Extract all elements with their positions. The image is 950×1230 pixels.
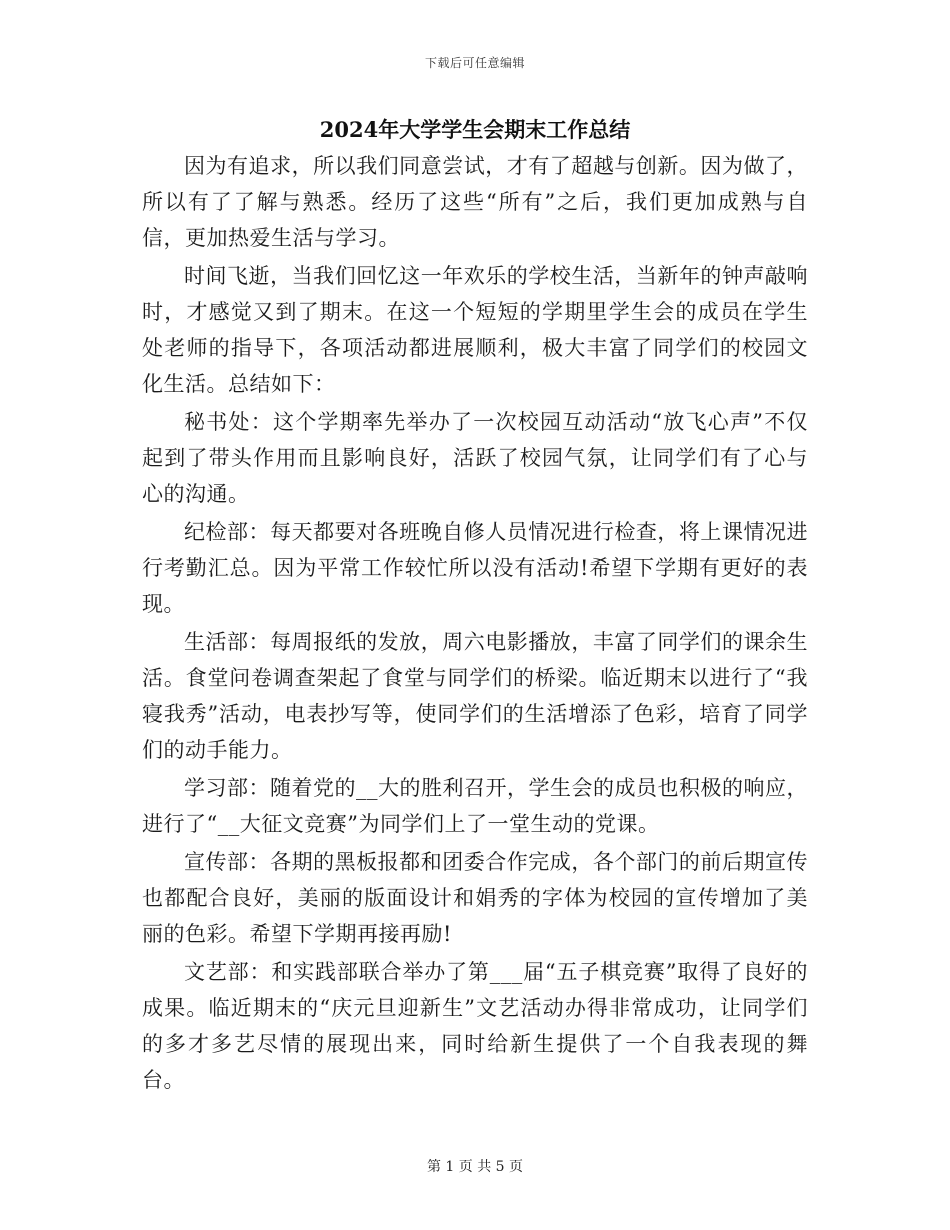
paragraph-publicity: 宣传部：各期的黑板报都和团委合作完成，各个部门的前后期宣传也都配合良好，美丽的版面设计和娟秀的字体为校园的宣传增加了美丽的色彩。希望下学期再接再励! [142, 850, 808, 946]
paragraph-intro: 因为有追求，所以我们同意尝试，才有了超越与创新。因为做了，所以有了了解与熟悉。经历了这些“所有”之后，我们更加成熟与自信，更加热爱生活与学习。 [142, 154, 808, 250]
header-note: 下载后可任意编辑 [424, 56, 525, 70]
paragraph-overview: 时间飞逝，当我们回忆这一年欢乐的学校生活，当新年的钟声敲响时，才感觉又到了期末。在这一个短短的学期里学生会的成员在学生处老师的指导下，各项活动都进展顺利，极大丰富了同学们的校园文化生活。总结如下： [142, 264, 808, 396]
paragraph-life: 生活部：每周报纸的发放，周六电影播放，丰富了同学们的课余生活。食堂问卷调查架起了食堂与同学们的桥梁。临近期末以进行了“我寝我秀”活动，电表抄写等，使同学们的生活增添了色彩，培育了同学们的动手能力。 [142, 630, 808, 762]
paragraph-discipline: 纪检部：每天都要对各班晚自修人员情况进行检查，将上课情况进行考勤汇总。因为平常工作较忙所以没有活动!希望下学期有更好的表现。 [142, 520, 808, 616]
paragraph-secretariat: 秘书处：这个学期率先举办了一次校园互动活动“放飞心声”不仅起到了带头作用而且影响良好，活跃了校园气氛，让同学们有了心与心的沟通。 [142, 410, 808, 506]
document-title: 2024年大学学生会期末工作总结 [319, 117, 631, 142]
paragraph-study: 学习部：随着党的__大的胜利召开，学生会的成员也积极的响应，进行了“__大征文竞赛”为同学们上了一堂生动的党课。 [142, 776, 808, 836]
paragraph-arts: 文艺部：和实践部联合举办了第___届“五子棋竞赛”取得了良好的成果。临近期末的“庆元旦迎新生”文艺活动办得非常成功，让同学们的多才多艺尽情的展现出来，同时给新生提供了一个自我表现的舞台。 [142, 960, 808, 1092]
document-body [142, 148, 808, 1100]
page-number: 第 1 页 共 5 页 [426, 1159, 524, 1175]
